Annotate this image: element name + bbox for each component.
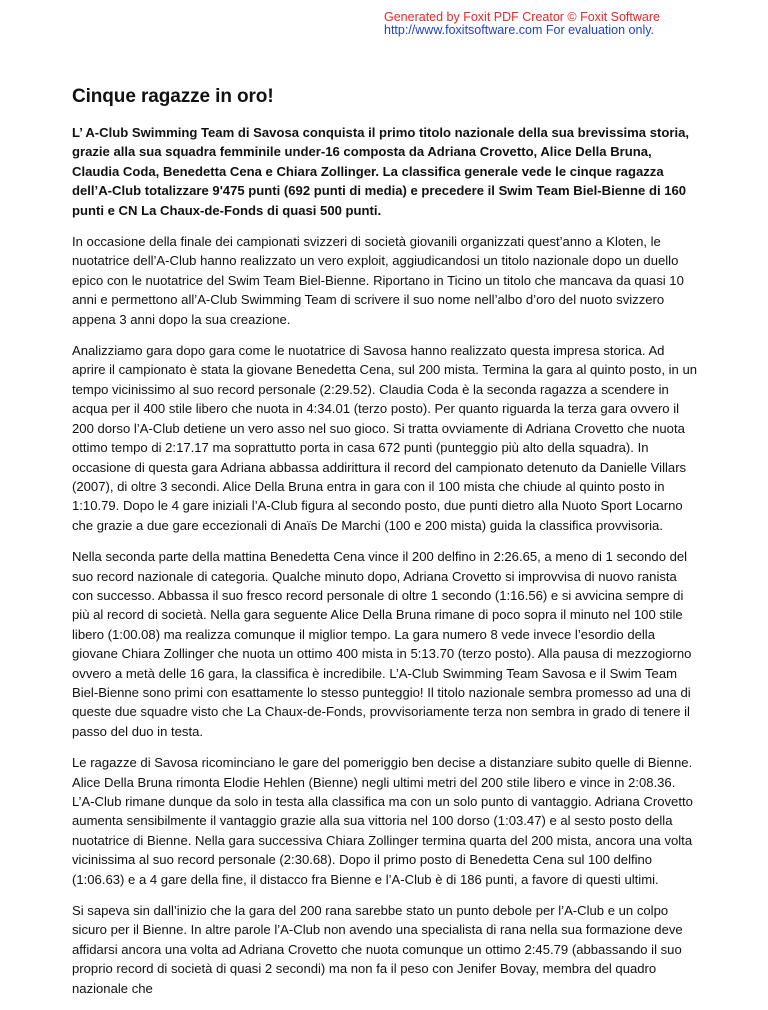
article-paragraph: In occasione della finale dei campionati svizzeri di società giovanili organizzati quest’anno a Kloten, le nuotatrice dell’A-Club hanno realizzato un vero exploit, aggiudicandosi un titolo nazionale dopo un duello epico con le nuotatrice del Swim Team Biel-Bienne. Riportano in Ticino un titolo che mancava da quasi 10 anni e permettono all’A-Club Swimming Team di scrivere il suo nome nell’albo d’oro del nuoto svizzero appena 3 anni dopo la sua creazione. [72,234,684,327]
pdf-watermark [384,11,660,37]
article-paragraph: Nella seconda parte della mattina Benedetta Cena vince il 200 delfino in 2:26.65, a meno di 1 secondo del suo record nazionale di categoria. Qualche minuto dopo, Adriana Crovetto si improvvisa di nuovo ranista con successo. Abbassa il suo fresco record personale di oltre 1 secondo (1:16.56) e si avvicina sempre di più al record di società. Nella gara seguente Alice Della Bruna rimane di poco sopra il minuto nel 100 stile libero (1:00.08) ma realizza comunque il miglior tempo. La gara numero 8 vede invece l’esordio della giovane Chiara Zollinger che nuota un ottimo 400 mista in 5:13.70 (terzo posto). Alla pausa di mezzogiorno ovvero a metà delle 16 gara, la classifica è incredibile. L’A-Club Swimming Team Savosa e il Swim Team Biel-Bienne sono primi con esattamente lo stesso punteggio! Il titolo nazionale sembra promesso ad una di queste due squadre visto che La Chaux-de-Fonds, provvisoriamente terza non sembra in grado di tenere il passo del duo in testa. [72,549,692,739]
watermark-generator-text: Generated by Foxit PDF Creator © Foxit Software [384,10,660,24]
article-lead: L’ A-Club Swimming Team di Savosa conquista il primo titolo nazionale della sua brevissima storia, grazie alla sua squadra femminile under-16 composta da Adriana Crovetto, Alice Della Bruna, Claudia Coda, Benedetta Cena e Chiara Zollinger. La classifica generale vede le cinque ragazza dell’A-Club totalizzare 9'475 punti (692 punti di media) e precedere il Swim Team Biel-Bienne di 160 punti e CN La Chaux-de-Fonds di quasi 500 punti. [72,125,690,218]
article-paragraph: Analizziamo gara dopo gara come le nuotatrice di Savosa hanno realizzato questa impresa storica. Ad aprire il campionato è stata la giovane Benedetta Cena, sul 200 mista. Termina la gara al quinto posto, in un tempo vicinissimo al suo record personale (2:29.52). Claudia Coda è la seconda ragazza a scendere in acqua per il 400 stile libero che nuota in 4:34.01 (terzo posto). Per quanto riguarda la terza gara ovvero il 200 dorso l’A-Club detiene un vero asso nel suo gioco. Si tratta ovviamente di Adriana Crovetto che nuota ottimo tempo di 2:17.17 ma soprattutto porta in casa 672 punti (punteggio più alto della squadra). In occasione di questa gara Adriana abbassa addirittura il record del campionato detenuto da Danielle Villars (2007), di oltre 3 secondi. Alice Della Bruna entra in gara con il 100 mista che chiude al quinto posto in 1:10.79. Dopo le 4 gare iniziali l’A-Club figura al secondo posto, due punti dietro alla Nuoto Sport Locarno che grazie a due gare eccezionali di Anaïs De Marchi (100 e 200 mista) guida la classifica provvisoria. [72,343,698,533]
article-paragraph: Si sapeva sin dall’inizio che la gara del 200 rana sarebbe stato un punto debole per l’A-Club e un colpo sicuro per il Bienne. In altre parole l’A-Club non avendo una specialista di rana nella sua formazione deve affidarsi ancora una volta ad Adriana Crovetto che nuota comunque un ottimo 2:45.79 (abbassando il suo proprio record di società di quasi 2 secondi) ma non fa il peso con Jenifer Bovay, membra del quadro nazionale che [72,903,683,996]
article-paragraph: Le ragazze di Savosa ricominciano le gare del pomeriggio ben decise a distanziare subito quelle di Bienne. Alice Della Bruna rimonta Elodie Hehlen (Bienne) negli ultimi metri del 200 stile libero e vince in 2:08.36. L’A-Club rimane dunque da solo in testa alla classifica ma con un solo punto di vantaggio. Adriana Crovetto aumenta sensibilmente il vantaggio grazie alla sua vittoria nel 100 dorso (1:03.47) e al sesto posto della nuotatrice di Bienne. Nella gara successiva Chiara Zollinger termina quarta del 200 mista, ancora una volta vicinissima al suo record personale (2:30.68). Dopo il primo posto di Benedetta Cena sul 100 delfino (1:06.63) e a 4 gare della fine, il distacco fra Bienne e l’A-Club è di 186 punti, a favore di questi ultimi. [72,755,693,887]
watermark-url-text: http://www.foxitsoftware.com For evaluation only. [384,23,655,37]
article [72,85,700,1010]
article-title: Cinque ragazze in oro! [72,86,274,107]
